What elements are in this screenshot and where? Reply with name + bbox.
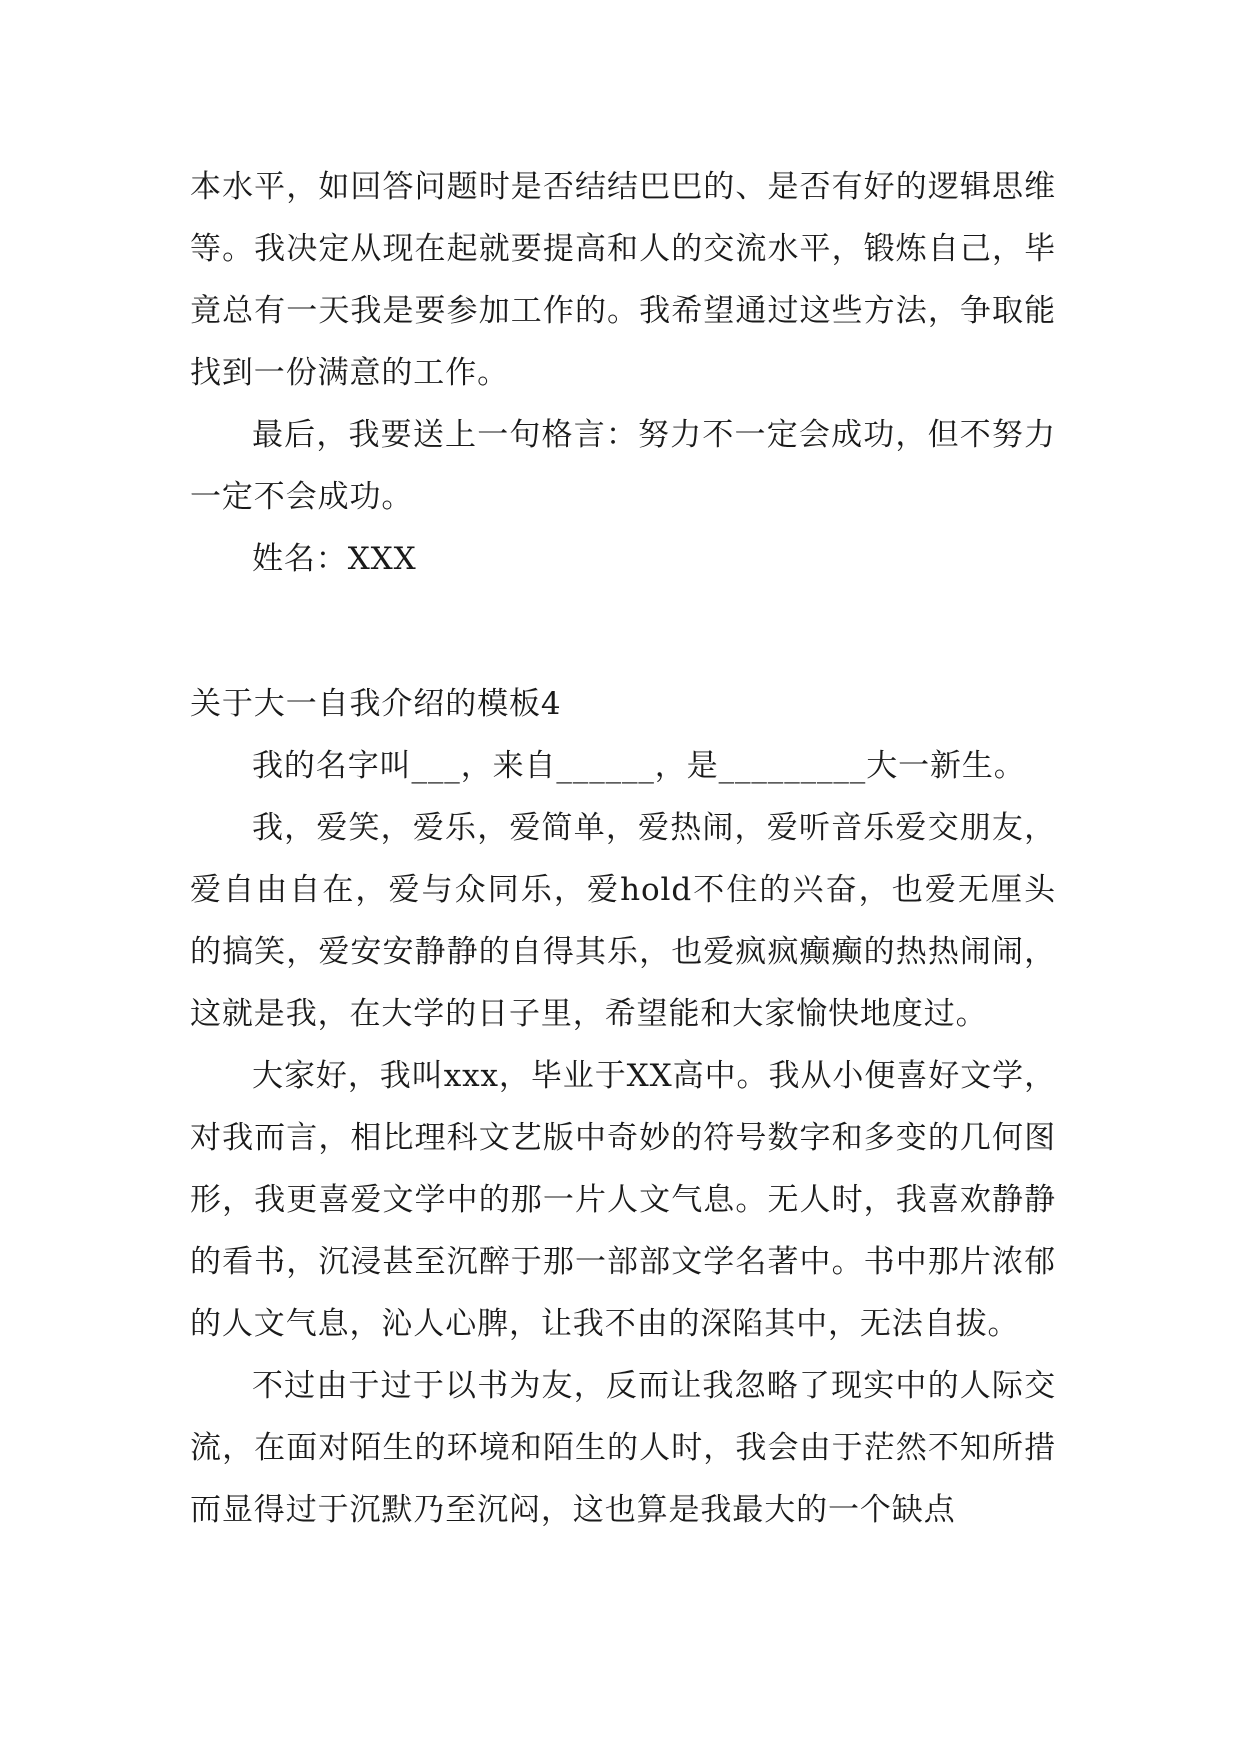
paragraph-personality: 我，爱笑，爱乐，爱简单，爱热闹，爱听音乐爱交朋友，爱自由自在，爱与众同乐，爱hold不住的兴奋，也爱无厘头的搞笑，爱安安静静的自得其乐，也爱疯疯癫癫的热热闹闹，这就是我，在大学的日子里，希望能和大家愉快地度过。 [190, 810, 1056, 1032]
paragraph-intro-fill-in: 我的名字叫___，来自______，是_________大一新生。 [252, 748, 1026, 784]
paragraph-background: 大家好，我叫xxx，毕业于XX高中。我从小便喜好文学，对我而言，相比理科文艺版中奇妙的符号数字和多变的几何图形，我更喜爱文学中的那一片人文气息。无人时，我喜欢静静的看书，沉浸甚至沉醉于那一部部文学名著中。书中那片浓郁的人文气息，沁人心脾，让我不由的深陷其中，无法自拔。 [190, 1058, 1056, 1342]
document-top-section [190, 156, 1056, 590]
paragraph-continuation: 本水平，如回答问题时是否结结巴巴的、是否有好的逻辑思维等。我决定从现在起就要提高和人的交流水平，锻炼自己，毕竟总有一天我是要参加工作的。我希望通过这些方法，争取能找到一份满意的工作。 [190, 169, 1056, 391]
paragraph-signature: 姓名：XXX [252, 541, 417, 577]
paragraph-weakness: 不过由于过于以书为友，反而让我忽略了现实中的人际交流，在面对陌生的环境和陌生的人时，我会由于茫然不知所措而显得过于沉默乃至沉闷，这也算是我最大的一个缺点 [190, 1368, 1056, 1528]
paragraph-motto: 最后，我要送上一句格言：努力不一定会成功，但不努力一定不会成功。 [190, 417, 1056, 515]
section-title: 关于大一自我介绍的模板4 [190, 686, 562, 722]
document-section-4 [190, 673, 1056, 1541]
